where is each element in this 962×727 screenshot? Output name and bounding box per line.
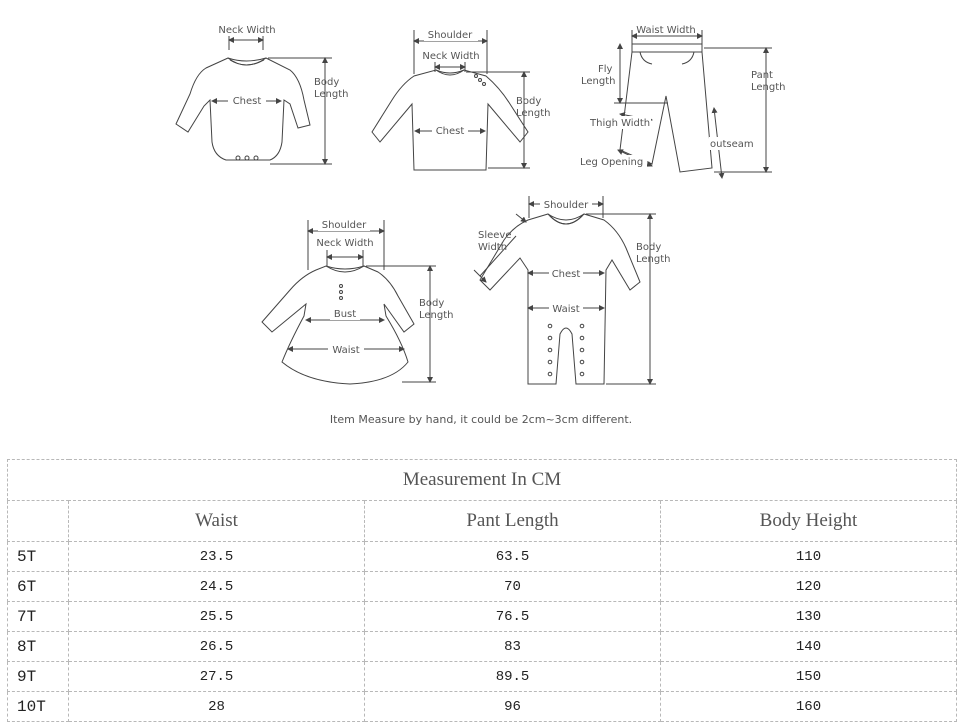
romper-body-length-label-2: Length — [636, 254, 671, 265]
size-chart-table — [7, 459, 957, 722]
romper-waist-label: Waist — [552, 304, 580, 315]
romper-shoulder-label: Shoulder — [543, 200, 589, 211]
pant-length-cell: 96 — [365, 692, 661, 722]
body-height-cell: 110 — [661, 542, 957, 572]
body-height-cell: 140 — [661, 632, 957, 662]
waist-cell: 27.5 — [69, 662, 365, 692]
header-pant-length: Pant Length — [365, 501, 661, 542]
pant-length-cell: 63.5 — [365, 542, 661, 572]
pant-length-cell: 89.5 — [365, 662, 661, 692]
body-height-cell: 150 — [661, 662, 957, 692]
romper-sleeve-width-label-2: Width — [478, 242, 508, 253]
table-header-row — [8, 501, 957, 542]
pants-pant-length-label-2: Length — [751, 82, 786, 93]
measurement-note: Item Measure by hand, it could be 2cm~3cm different. — [329, 413, 633, 426]
shirt-shoulder-label: Shoulder — [427, 30, 473, 41]
waist-cell: 26.5 — [69, 632, 365, 662]
pant-length-cell: 83 — [365, 632, 661, 662]
romper-body-length-label-1: Body — [636, 242, 662, 253]
header-body-height: Body Height — [661, 501, 957, 542]
body-height-cell: 160 — [661, 692, 957, 722]
table-row — [8, 692, 957, 722]
table-title: Measurement In CM — [8, 460, 957, 501]
table-row — [8, 542, 957, 572]
waist-cell: 24.5 — [69, 572, 365, 602]
romper-sleeve-width-label-1: Sleeve — [478, 230, 512, 241]
waist-cell: 23.5 — [69, 542, 365, 572]
shirt-chest-label: Chest — [435, 126, 465, 137]
pants-fly-length-label-2: Length — [581, 76, 616, 87]
pants-thigh-width-label: Thigh Width — [590, 118, 651, 129]
table-row — [8, 572, 957, 602]
shirt-body-length-label-1: Body — [516, 96, 542, 107]
waist-cell: 25.5 — [69, 602, 365, 632]
table-row — [8, 632, 957, 662]
size-cell: 7T — [8, 602, 69, 632]
romper-diagram — [474, 196, 656, 384]
table-row — [8, 662, 957, 692]
size-cell: 9T — [8, 662, 69, 692]
pants-pant-length-label-1: Pant — [751, 70, 773, 81]
shirt-neck-width-label: Neck Width — [422, 51, 480, 62]
pant-length-cell: 70 — [365, 572, 661, 602]
dress-waist-label: Waist — [332, 345, 360, 356]
dress-body-length-label-1: Body — [419, 298, 445, 309]
waist-cell: 28 — [69, 692, 365, 722]
size-cell: 10T — [8, 692, 69, 722]
header-size — [8, 501, 69, 542]
body-height-cell: 130 — [661, 602, 957, 632]
pants-leg-opening-label: Leg Opening — [580, 157, 644, 168]
size-cell: 8T — [8, 632, 69, 662]
bodysuit-body-length-label-1: Body — [314, 77, 340, 88]
size-cell: 6T — [8, 572, 69, 602]
bodysuit-chest-label: Chest — [232, 96, 262, 107]
pants-waist-width-label: Waist Width — [636, 25, 696, 36]
shirt-body-length-label-2: Length — [516, 108, 551, 119]
romper-chest-label: Chest — [551, 269, 581, 280]
dress-neck-width-label: Neck Width — [316, 238, 374, 249]
dress-shoulder-label: Shoulder — [321, 220, 367, 231]
bodysuit-neck-width-label: Neck Width — [218, 25, 276, 36]
bodysuit-body-length-label-2: Length — [314, 89, 349, 100]
pants-outseam-label: outseam — [710, 139, 754, 150]
dress-body-length-label-2: Length — [419, 310, 454, 321]
pants-fly-length-label-1: Fly — [598, 64, 613, 75]
header-waist: Waist — [69, 501, 365, 542]
table-row — [8, 602, 957, 632]
body-height-cell: 120 — [661, 572, 957, 602]
pant-length-cell: 76.5 — [365, 602, 661, 632]
dress-bust-label: Bust — [333, 309, 357, 320]
size-cell: 5T — [8, 542, 69, 572]
